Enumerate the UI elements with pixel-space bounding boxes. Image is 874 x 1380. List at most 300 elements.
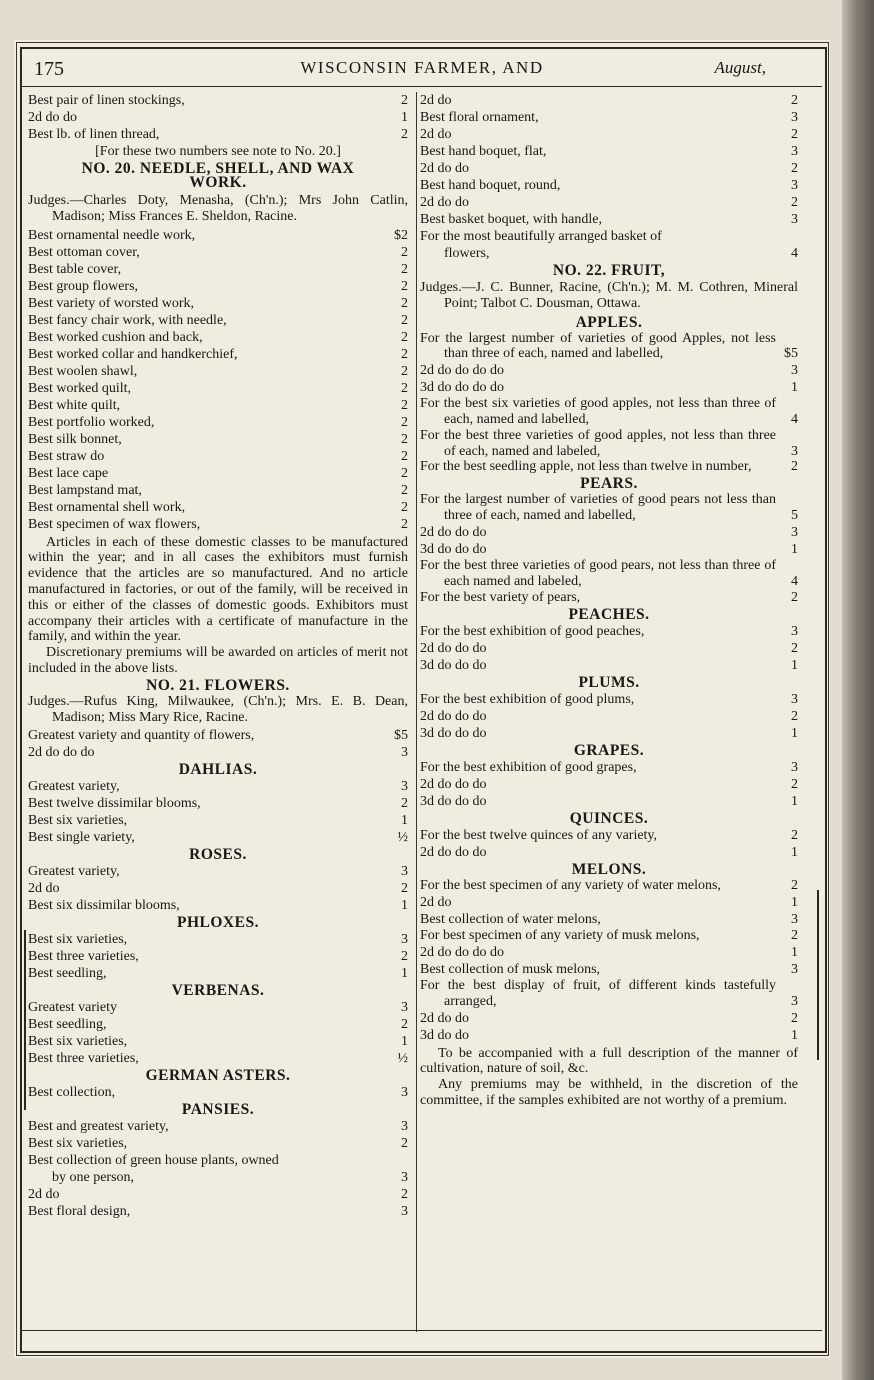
- item-label: Best six varieties,: [28, 1034, 128, 1050]
- item-premium: 2: [791, 161, 798, 176]
- item-label: Best straw do: [28, 448, 105, 464]
- footer-note-1: To be accompanied with a full description of the manner of cultivation, nature of soil, &c.: [420, 1045, 798, 1077]
- item-premium: 3: [401, 779, 408, 795]
- item-premium: 2: [401, 363, 408, 379]
- item-label: 2d do do do: [420, 845, 487, 861]
- apples-entry-3: [420, 428, 798, 460]
- item-label: Best lampstand mat,: [28, 482, 142, 498]
- item-premium: 2: [791, 709, 798, 725]
- verbenas-items: [28, 999, 408, 1067]
- list-item: [420, 725, 798, 742]
- item-premium: 2: [401, 1136, 408, 1152]
- item-label: 3d do do do: [420, 726, 487, 742]
- list-item: [28, 261, 408, 278]
- apples-entry-4: [420, 459, 798, 475]
- item-premium: 2: [791, 828, 798, 844]
- list-item: [420, 194, 798, 211]
- section-20-heading-cont: WORK.: [189, 174, 247, 191]
- item-label: Best six varieties,: [28, 932, 128, 948]
- entry-premium: 2: [791, 878, 798, 894]
- entry-premium: 4: [791, 411, 798, 427]
- item-premium: 2: [791, 1010, 798, 1026]
- section-21-items: [28, 727, 408, 761]
- apples-entry-2: [420, 396, 798, 428]
- book-spine: [842, 0, 874, 1380]
- list-item: [420, 92, 798, 109]
- item-premium: 3: [791, 144, 798, 159]
- pears-heading: PEARS.: [580, 475, 638, 493]
- list-item: [420, 109, 798, 126]
- item-label: Greatest variety,: [28, 864, 120, 880]
- item-premium: 2: [401, 499, 408, 515]
- display-entry-1: [420, 978, 798, 1010]
- greenhouse-value: 3: [401, 1170, 408, 1186]
- list-item: [28, 795, 408, 812]
- list-item: [420, 1027, 798, 1044]
- right-margin-rule: [817, 890, 819, 1060]
- list-item: [420, 541, 798, 558]
- list-item: [420, 894, 798, 911]
- item-label: 3d do do do: [420, 541, 487, 557]
- entry-premium: 3: [791, 993, 798, 1009]
- item-premium: 2: [401, 516, 408, 532]
- item-label: 3d do do do do: [420, 380, 504, 396]
- item-label: For the best exhibition of good peaches,: [420, 624, 645, 640]
- item-label: 2d do do do: [28, 745, 95, 761]
- entry-text: For the best three varieties of good pears, not less than three of each named and labeled,: [420, 557, 776, 589]
- list-item: [28, 744, 408, 761]
- section-20-heading: NO. 20. NEEDLE, SHELL, AND WAX: [81, 160, 355, 177]
- item-label: Best white quilt,: [28, 397, 121, 413]
- item-label: Best woolen shawl,: [28, 363, 138, 379]
- grapes-items: [420, 759, 798, 810]
- section-20-judges: Judges.—Charles Doty, Menasha, (Ch'n.); Mrs John Catlin, Madison; Miss Frances E. Sheldon, Racine.: [28, 193, 408, 224]
- list-item: [28, 863, 408, 880]
- entry-premium: 3: [791, 443, 798, 459]
- item-premium: 3: [791, 524, 798, 540]
- list-item: [420, 961, 798, 978]
- entry-text: For the best six varieties of good apples, not less than three of each, named and labelled,: [420, 396, 776, 427]
- list-item: [28, 1033, 408, 1050]
- list-item: [28, 397, 408, 414]
- list-item: [420, 126, 798, 143]
- item-label: Best floral ornament,: [420, 110, 539, 125]
- entry-text: For the best specimen of any variety of water melons,: [420, 878, 721, 894]
- list-item: [420, 827, 798, 844]
- item-premium: 3: [401, 1119, 408, 1135]
- item-premium: 3: [791, 178, 798, 193]
- item-label: Best worked cushion and back,: [28, 329, 203, 345]
- item-premium: 2: [401, 1017, 408, 1033]
- basket-value: 4: [791, 246, 798, 261]
- item-premium: 2: [401, 244, 408, 260]
- item-label: Best group flowers,: [28, 278, 139, 294]
- item-label: Best table cover,: [28, 261, 122, 277]
- item-label: Best fancy chair work, with needle,: [28, 312, 227, 328]
- item-label: Best variety of worsted work,: [28, 295, 195, 311]
- item-premium: 2: [401, 431, 408, 447]
- apples-entry-1: [420, 331, 798, 363]
- column-divider: [416, 92, 417, 1332]
- list-item: [28, 312, 408, 329]
- list-item: [28, 278, 408, 295]
- list-item: [28, 1135, 408, 1152]
- item-premium: 1: [401, 110, 408, 125]
- entry-premium: 5: [791, 507, 798, 523]
- list-item: [420, 211, 798, 228]
- item-label: 2d do do: [28, 110, 77, 125]
- right-top-items: [420, 92, 798, 228]
- list-item: [28, 727, 408, 744]
- item-premium: 3: [791, 624, 798, 640]
- item-premium: 2: [401, 414, 408, 430]
- item-premium: 2: [401, 881, 408, 897]
- item-premium: 3: [401, 745, 408, 761]
- item-premium: 1: [791, 845, 798, 861]
- item-label: 3d do do: [420, 1027, 469, 1043]
- item-label: Best hand boquet, round,: [420, 178, 561, 193]
- item-label: 2d do: [28, 1187, 60, 1203]
- item-premium: 2: [401, 127, 408, 142]
- item-premium: 2: [401, 278, 408, 294]
- left-margin-rule: [24, 930, 26, 1110]
- section-22-judges: Judges.—J. C. Bunner, Racine, (Ch'n.); M. M. Cothren, Mineral Point; Talbot C. Dousman, Ottawa.: [420, 280, 798, 311]
- item-label: 2d do: [28, 881, 60, 897]
- item-premium: 3: [791, 212, 798, 227]
- item-premium: 1: [401, 1034, 408, 1050]
- page-number: 175: [34, 58, 64, 80]
- section-21-heading: NO. 21. FLOWERS.: [146, 676, 290, 694]
- header-rule: [22, 86, 822, 87]
- quinces-heading: QUINCES.: [569, 810, 649, 828]
- item-premium: 2: [791, 777, 798, 793]
- item-premium: 2: [791, 195, 798, 210]
- item-premium: 2: [401, 312, 408, 328]
- basket-line-2: flowers, 4: [444, 246, 798, 261]
- list-item: [420, 1010, 798, 1027]
- item-label: Best floral design,: [28, 1204, 131, 1220]
- item-premium: 2: [401, 448, 408, 464]
- item-label: 2d do: [420, 127, 452, 142]
- item-label: Best six varieties,: [28, 813, 128, 829]
- item-premium: 3: [791, 110, 798, 125]
- list-item: [420, 524, 798, 541]
- item-label: For the best twelve quinces of any variety,: [420, 828, 658, 844]
- item-premium: 2: [401, 482, 408, 498]
- item-label: 2d do: [420, 895, 452, 911]
- asters-heading: GERMAN ASTERS.: [145, 1067, 291, 1085]
- item-premium: 2: [401, 346, 408, 362]
- apples-heading: APPLES.: [575, 313, 643, 331]
- item-premium: 1: [401, 898, 408, 914]
- list-item: [28, 897, 408, 914]
- item-premium: ½: [397, 1051, 408, 1067]
- item-premium: 3: [791, 912, 798, 928]
- item-label: Best specimen of wax flowers,: [28, 516, 201, 532]
- item-label: 2d do do do: [420, 777, 487, 793]
- list-item: [28, 1084, 408, 1101]
- pears-entry-2: [420, 558, 798, 590]
- plums-items: [420, 691, 798, 742]
- roses-items: [28, 863, 408, 914]
- item-premium: 3: [401, 864, 408, 880]
- item-label: Best pair of linen stockings,: [28, 93, 185, 108]
- item-label: Best lace cape: [28, 465, 109, 481]
- melons-entry-1: [420, 878, 798, 894]
- item-premium: 1: [791, 944, 798, 960]
- item-premium: 1: [401, 813, 408, 829]
- item-premium: 1: [401, 966, 408, 982]
- item-label: Best and greatest variety,: [28, 1119, 169, 1135]
- list-item: [28, 92, 408, 109]
- section-21-judges: Judges.—Rufus King, Milwaukee, (Ch'n.); Mrs. E. B. Dean, Madison; Miss Mary Rice, Racine.: [28, 693, 408, 725]
- list-item: [420, 911, 798, 928]
- asters-items: [28, 1084, 408, 1101]
- item-label: Best collection of musk melons,: [420, 961, 601, 977]
- list-item: [28, 931, 408, 948]
- item-label: For the best exhibition of good grapes,: [420, 760, 637, 776]
- item-label: 2d do do do: [420, 709, 487, 725]
- list-item: [28, 965, 408, 982]
- running-month: August,: [714, 58, 766, 77]
- item-label: 2d do do: [420, 195, 469, 210]
- pears-entry-3: For the best variety of pears, 2: [420, 590, 798, 606]
- item-label: Best worked quilt,: [28, 380, 132, 396]
- item-premium: 1: [791, 1027, 798, 1043]
- list-item: [28, 1050, 408, 1067]
- item-premium: 2: [401, 796, 408, 812]
- phloxes-heading: PHLOXES.: [177, 914, 259, 932]
- footer-note-2: Any premiums may be withheld, in the discretion of the committee, if the samples exhibited are not worthy of a premium.: [420, 1077, 798, 1108]
- entry-text: For the largest number of varieties of good pears not less than three of each, named and labelled,: [420, 492, 776, 523]
- list-item: [28, 999, 408, 1016]
- list-item: [28, 1016, 408, 1033]
- entry-text: For the best three varieties of good apples, not less than three of each, named and labeled,: [420, 427, 776, 459]
- item-premium: 3: [791, 692, 798, 708]
- item-label: 2d do do: [420, 1010, 469, 1026]
- item-premium: 1: [791, 895, 798, 911]
- quinces-items: [420, 827, 798, 861]
- item-premium: 1: [791, 541, 798, 557]
- list-item: [28, 346, 408, 363]
- list-item: [28, 948, 408, 965]
- list-item: [420, 362, 798, 379]
- item-premium: 3: [401, 1204, 408, 1220]
- footer-rule: [22, 1330, 822, 1331]
- list-item: [28, 1186, 408, 1203]
- item-label: Greatest variety,: [28, 779, 120, 795]
- dahlias-items: [28, 778, 408, 846]
- list-item: [420, 640, 798, 657]
- pansies-items: [28, 1118, 408, 1152]
- item-label: 2d do: [420, 93, 452, 108]
- note: [For these two numbers see note to No. 20.]: [95, 144, 341, 159]
- item-label: Best portfolio worked,: [28, 414, 155, 430]
- list-item: [28, 126, 408, 143]
- item-label: Best six varieties,: [28, 1136, 128, 1152]
- list-item: [28, 227, 408, 244]
- item-label: Best single variety,: [28, 830, 135, 846]
- item-premium: 3: [791, 760, 798, 776]
- list-item: [28, 812, 408, 829]
- entry-text: For the best display of fruit, of different kinds tastefully arranged,: [420, 977, 776, 1009]
- item-premium: 1: [791, 380, 798, 396]
- peaches-items: [420, 623, 798, 674]
- item-premium: ½: [397, 830, 408, 846]
- item-label: Best three varieties,: [28, 1051, 139, 1067]
- entry-premium: 2: [791, 459, 798, 475]
- item-label: Best ottoman cover,: [28, 244, 140, 260]
- item-premium: 2: [791, 127, 798, 142]
- list-item: [420, 759, 798, 776]
- entry-premium: 4: [791, 573, 798, 589]
- musk-rows: [420, 944, 798, 978]
- item-label: Best three varieties,: [28, 949, 139, 965]
- melons-heading: MELONS.: [571, 861, 647, 879]
- apples-rows: [420, 362, 798, 396]
- left-column: [28, 92, 408, 1220]
- entry-text: For best specimen of any variety of musk melons,: [420, 928, 700, 944]
- item-premium: 3: [401, 1000, 408, 1016]
- item-label: Best lb. of linen thread,: [28, 127, 160, 142]
- item-premium: 2: [791, 93, 798, 108]
- list-item: [28, 1118, 408, 1135]
- roses-heading: ROSES.: [189, 846, 247, 864]
- peaches-heading: PEACHES.: [568, 606, 650, 624]
- item-premium: 2: [401, 295, 408, 311]
- entry-text: For the largest number of varieties of good Apples, not less than three of each, named and labelled,: [420, 330, 776, 362]
- list-item: [28, 244, 408, 261]
- right-column: [420, 92, 798, 1109]
- list-item: [28, 448, 408, 465]
- entry-premium: $5: [784, 346, 798, 362]
- item-premium: 3: [791, 961, 798, 977]
- list-item: [28, 109, 408, 126]
- item-label: Greatest variety and quantity of flowers,: [28, 728, 255, 744]
- item-label: Best seedling,: [28, 1017, 107, 1033]
- musk-entry-1: [420, 928, 798, 944]
- list-item: [420, 623, 798, 640]
- section-20-note-1: Articles in each of these domestic classes to be manufactured within the year; and in all cases the exhibitors must furnish evidence that the articles are so manufactured. And no article manufactured in factories, or out of the family, will be received in this or either of the classes of domestic goods. Exhibitors must accompany their articles with a certificate of manufacture in the family, and within the year.: [28, 534, 408, 645]
- section-20-note-2: Discretionary premiums will be awarded on articles of merit not included in the above lists.: [28, 645, 408, 676]
- list-item: [28, 414, 408, 431]
- list-item: [28, 499, 408, 516]
- item-label: Best collection of water melons,: [420, 912, 601, 928]
- item-label: 3d do do do: [420, 794, 487, 810]
- item-label: Best worked collar and handkerchief,: [28, 346, 238, 362]
- list-item: [28, 829, 408, 846]
- item-premium: 2: [401, 1187, 408, 1203]
- item-premium: 1: [791, 794, 798, 810]
- item-label: Best twelve dissimilar blooms,: [28, 796, 201, 812]
- list-item: [420, 691, 798, 708]
- list-item: [28, 880, 408, 897]
- list-item: [420, 143, 798, 160]
- dahlias-heading: DAHLIAS.: [178, 761, 258, 779]
- item-premium: $2: [394, 227, 408, 243]
- item-label: Best silk bonnet,: [28, 431, 122, 447]
- running-header: [22, 52, 822, 82]
- top-items: [28, 92, 408, 143]
- section-20-items: [28, 227, 408, 533]
- phloxes-items: [28, 931, 408, 982]
- item-label: 2d do do: [420, 161, 469, 176]
- list-item: [28, 363, 408, 380]
- item-premium: 3: [401, 1085, 408, 1101]
- running-title: WISCONSIN FARMER, AND: [300, 58, 544, 77]
- item-label: 2d do do do do: [420, 363, 504, 379]
- pears-rows: [420, 524, 798, 558]
- list-item: [420, 160, 798, 177]
- item-premium: 2: [401, 93, 408, 108]
- pansies-heading: PANSIES.: [181, 1101, 255, 1119]
- tail-items: [28, 1186, 408, 1220]
- plums-heading: PLUMS.: [578, 674, 640, 692]
- item-premium: 1: [791, 658, 798, 674]
- item-label: For the best exhibition of good plums,: [420, 692, 635, 708]
- item-premium: 3: [791, 363, 798, 379]
- item-premium: 2: [401, 397, 408, 413]
- item-premium: 2: [401, 261, 408, 277]
- item-premium: 2: [401, 329, 408, 345]
- greenhouse-line-1: Best collection of green house plants, owned: [28, 1153, 279, 1169]
- list-item: [28, 431, 408, 448]
- section-22-heading: NO. 22. FRUIT,: [552, 262, 666, 279]
- list-item: [28, 295, 408, 312]
- verbenas-heading: VERBENAS.: [171, 982, 265, 1000]
- item-premium: 2: [401, 949, 408, 965]
- list-item: [28, 329, 408, 346]
- entry-premium: 2: [791, 928, 798, 944]
- item-label: Best ornamental needle work,: [28, 227, 196, 243]
- item-premium: 2: [791, 641, 798, 657]
- item-premium: 1: [791, 726, 798, 742]
- list-item: [420, 708, 798, 725]
- item-premium: 3: [401, 932, 408, 948]
- list-item: [420, 776, 798, 793]
- item-label: 3d do do do: [420, 658, 487, 674]
- list-item: [28, 482, 408, 499]
- list-item: [28, 1203, 408, 1220]
- item-premium: $5: [394, 728, 408, 744]
- basket-line-1: For the most beautifully arranged basket of: [420, 229, 662, 244]
- item-label: Best six dissimilar blooms,: [28, 898, 180, 914]
- item-label: 2d do do do: [420, 641, 487, 657]
- item-label: Greatest variety: [28, 1000, 118, 1016]
- item-premium: 2: [401, 380, 408, 396]
- list-item: [420, 379, 798, 396]
- list-item: [28, 778, 408, 795]
- list-item: [28, 516, 408, 533]
- item-label: 2d do do do do: [420, 944, 504, 960]
- list-item: [420, 844, 798, 861]
- item-label: Best ornamental shell work,: [28, 499, 186, 515]
- item-label: 2d do do do: [420, 524, 487, 540]
- list-item: [420, 793, 798, 810]
- greenhouse-line-2: by one person, 3: [52, 1170, 408, 1186]
- list-item: [420, 657, 798, 674]
- grapes-heading: GRAPES.: [573, 742, 645, 760]
- item-label: Best collection,: [28, 1085, 116, 1101]
- item-label: Best basket boquet, with handle,: [420, 212, 602, 227]
- display-rows: [420, 1010, 798, 1044]
- list-item: [28, 465, 408, 482]
- melons-rows: [420, 894, 798, 928]
- item-label: Best seedling,: [28, 966, 107, 982]
- list-item: [420, 177, 798, 194]
- list-item: [28, 380, 408, 397]
- item-label: Best hand boquet, flat,: [420, 144, 547, 159]
